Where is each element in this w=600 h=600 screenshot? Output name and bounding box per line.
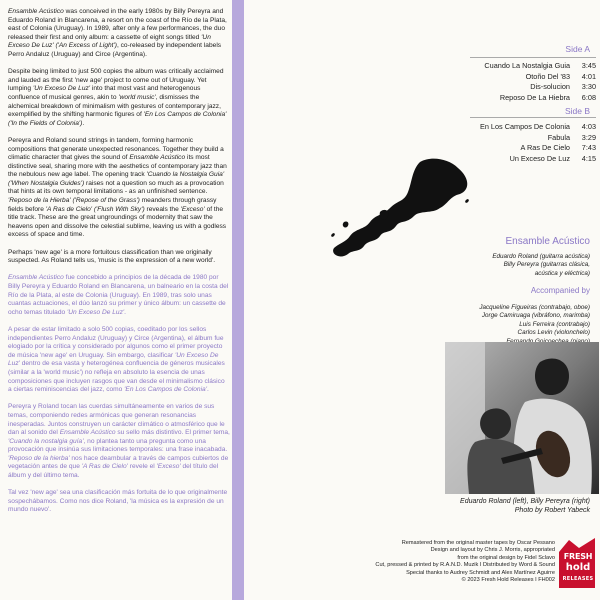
side-a-tracklist bbox=[468, 61, 596, 103]
en-text-run: . bbox=[82, 119, 85, 127]
es-text-run: 'Reposo de la hierba' bbox=[8, 454, 70, 462]
en-text-run: raises not a question so much as a provocation that hints at its own temporal limitations - as an unfinished sentence. bbox=[8, 179, 224, 196]
credit-line: Design and layout by Chris J. Morris, appropriated bbox=[430, 547, 555, 554]
track-duration: 4:03 bbox=[581, 122, 596, 131]
en-text-run: Ensamble Acústico bbox=[129, 154, 186, 162]
es-text-run: su sello más distintivo. El primer tema, bbox=[115, 429, 230, 437]
track-duration: 7:43 bbox=[581, 143, 596, 153]
side-b-rule bbox=[470, 117, 596, 118]
photo-caption-credit: Photo by Robert Yabeck bbox=[514, 507, 590, 514]
en-text-run: Pereyra and Roland sound strings in tandem, forming harmonic compositions that generate unexpected resonances. Together they build a climatic character that gives the sound of bbox=[8, 136, 224, 162]
purple-divider-band bbox=[232, 0, 244, 600]
track-title: Cuando La Nostalgia Guia bbox=[484, 61, 570, 70]
track-title: Un Exceso De Luz bbox=[509, 153, 570, 163]
credit-line: from the original design by Fidel Sclavo bbox=[457, 554, 555, 561]
en-text-run: was conceived in the early 1980s by Billy Pereyra and Eduardo Roland in Blancarena, a resort on the coast of the Río de la Plata, east of Colonia (Uruguay). In 1989, after only a few performances, the duo released their first and only album: a cassette of eight songs titled bbox=[8, 8, 227, 41]
track-title: Otoño Del '83 bbox=[525, 71, 570, 81]
es-text-run: Ensamble Acústico bbox=[59, 429, 116, 437]
track-duration: 3:45 bbox=[581, 61, 596, 70]
production-credits bbox=[355, 540, 555, 584]
en-text-run: Ensamble Acústico bbox=[8, 8, 64, 15]
es-text-run: Ensamble Acústico bbox=[8, 274, 64, 282]
band-photo bbox=[445, 342, 599, 494]
logo-line-1: FRESH bbox=[563, 552, 593, 561]
ensemble-title: Ensamble Acústico bbox=[505, 236, 590, 247]
en-text-run: meanders through grassy fields before bbox=[8, 197, 217, 213]
track-title: En Los Campos De Colonia bbox=[479, 122, 570, 131]
en-paragraph bbox=[8, 8, 230, 60]
es-paragraph bbox=[8, 489, 230, 515]
es-text-run: Tal vez 'new age' sea una clasificación más fortuita de lo que originalmente sospechábamos. Como nos dice Roland, 'la música es la expresión de un mundo nuevo'. bbox=[8, 489, 228, 514]
accompanist-line: Luis Ferreira (contrabajo) bbox=[519, 320, 590, 328]
en-text-run: 'A Ras de Cielo' ('Flush With Sky') bbox=[45, 205, 145, 213]
photo-caption-names: Eduardo Roland (left), Billy Pereyra (right) bbox=[460, 498, 590, 505]
track-duration: 6:08 bbox=[581, 92, 596, 102]
es-paragraph bbox=[8, 403, 230, 480]
liner-notes bbox=[8, 8, 230, 524]
en-text-run: 'Reposo de la Hierba' ('Repose of the Grass') bbox=[8, 197, 140, 205]
track-row bbox=[468, 133, 596, 144]
coastline-map-illustration bbox=[320, 150, 480, 270]
es-text-run: fue concebido a principios de la década de 1980 por Billy Pereyra y Eduardo Roland en Blancarena, un balneario en la costa del Río de la Plata, al este de Colonia (Uruguay). En 1989, tras solo unas cuantas actuaciones, el dúo lanzó su primer y único álbum: un cassette de ocho temas titulado bbox=[8, 274, 229, 316]
track-duration: 3:30 bbox=[581, 82, 596, 92]
en-text-run: , dismisses the alchemical breakdown of minimalism with gestures of contemporary jazz, exemplified by the shifting harmonic figures of bbox=[8, 93, 221, 119]
track-title: Dis-solucion bbox=[530, 82, 570, 92]
member-line: acústica y eléctrica) bbox=[534, 269, 590, 277]
es-text-run: A pesar de estar limitado a solo 500 copias, coeditado por los sellos independientes Perro Andaluz (Uruguay) y Circe (Argentina), el álbum fue elogiado por la crítica y considerado por algunos como el primer proyecto de música 'new age' en Uruguay. Sin embargo, clasificar bbox=[8, 325, 224, 359]
en-paragraph bbox=[8, 137, 230, 240]
es-text-run: 'Un Exceso De Luz' bbox=[67, 308, 125, 316]
track-row bbox=[468, 154, 596, 165]
track-row bbox=[468, 122, 596, 133]
es-paragraph bbox=[8, 274, 230, 317]
en-text-run: 'En Los Campos de Colonia' ('In the Fields of Colonia') bbox=[8, 111, 227, 127]
es-paragraph bbox=[8, 326, 230, 395]
track-row bbox=[468, 61, 596, 72]
en-text-run: Perhaps 'new age' is a more fortuitous classification than we originally suspected. As Roland tells us, 'music is the expression of a new world'. bbox=[8, 248, 216, 265]
en-text-run: 'world music' bbox=[118, 93, 156, 101]
credit-line: © 2023 Fresh Hold Releases I FH002 bbox=[461, 577, 555, 584]
liner-notes-spanish bbox=[8, 274, 230, 515]
es-text-run: 'Un Exceso De Luz' bbox=[8, 351, 219, 368]
ensemble-members bbox=[492, 253, 590, 278]
es-text-run: dentro de esa vasta y heterogénea confluencia de géneros musicales (similar a la 'world music') no refleja en absoluto la esencia de unas composiciones que incluyen rasgos que van desde el minimalismo clásico a ciertas reminiscencias del jazz, como bbox=[8, 360, 225, 394]
es-text-run: Pereyra y Roland tocan las cuerdas simultáneamente en varios de sus temas, componiendo redes armónicas que generan resonancias inesperadas. Juntos construyen un carácter climático o atmosférico que le dan al sonido del bbox=[8, 403, 225, 437]
track-title: A Ras De Cielo bbox=[520, 143, 570, 153]
accompanied-title: Accompanied by bbox=[530, 286, 590, 295]
track-row bbox=[468, 93, 596, 104]
es-text-run: del título del álbum y del último tema. bbox=[8, 463, 219, 480]
credit-line: Remastered from the original master tapes by Oscar Pessano bbox=[401, 540, 555, 546]
es-text-run: . bbox=[124, 308, 126, 316]
logo-line-3: RELEASES bbox=[562, 576, 594, 582]
en-paragraph bbox=[8, 249, 230, 266]
track-duration: 4:15 bbox=[581, 153, 596, 163]
en-text-run: Despite being limited to just 500 copies the album was critically acclaimed and lauded as the first 'new age' project to come out of Uruguay. Yet lumping bbox=[8, 68, 224, 93]
en-text-run: 'Un Exceso De Luz' ('An Excess of Light') bbox=[8, 33, 211, 50]
credit-line: Special thanks to Audrey Schmidt and Alex Martínez Aguirre bbox=[406, 569, 555, 576]
track-title: Fabula bbox=[547, 132, 570, 142]
en-text-run: reveals the bbox=[144, 205, 181, 213]
es-text-run: 'Exceso' bbox=[156, 463, 181, 471]
side-a-heading: Side A bbox=[565, 44, 590, 54]
liner-notes-english bbox=[8, 8, 230, 266]
es-text-run: nos hace deambular a través de campos cubiertos de vegetación antes de que bbox=[8, 454, 229, 471]
en-paragraph bbox=[8, 68, 230, 128]
track-row bbox=[468, 72, 596, 83]
en-text-run: of the title track. These are the great ungroundings of modernity that saw the heavens open and dissolve the celestial sublime, leaving us with a godless excess of space and time. bbox=[8, 205, 227, 239]
es-text-run: 'A Ras de Cielo' bbox=[81, 463, 128, 471]
en-text-run: 'Exceso' bbox=[180, 205, 205, 213]
track-row bbox=[468, 143, 596, 154]
es-text-run: , no plantea tanto una pregunta como una provocación que insinúa sus limitaciones temporales: una frase inacabada. bbox=[8, 437, 228, 454]
en-text-run: 'Cuando la Nostalgia Guia' ('When Nostalgia Guides') bbox=[8, 171, 225, 187]
accompanist-line: Jorge Camiruaga (vibráfono, marimba) bbox=[481, 312, 590, 320]
member-line: Eduardo Roland (guitarra acústica) bbox=[492, 253, 590, 260]
accompanist-line: Jacqueline Figueiras (contrabajo, oboe) bbox=[479, 304, 590, 311]
photo-illustration bbox=[445, 342, 599, 494]
logo-line-2: hold bbox=[565, 562, 591, 573]
side-a-rule bbox=[470, 57, 596, 58]
member-line: Billy Pereyra (guitarras clásica, bbox=[503, 261, 590, 269]
credit-line: Cut, pressed & printed by R.A.N.D. Muzik I Distributed by Word & Sound bbox=[375, 562, 555, 569]
en-text-run: , co-released by independent labels Perro Andaluz (Uruguay) and Circe (Argentina). bbox=[8, 42, 222, 58]
track-title: Reposo De La Hiebra bbox=[499, 92, 570, 102]
photo-caption bbox=[460, 497, 590, 515]
track-duration: 3:29 bbox=[581, 132, 596, 142]
accompanist-line: Carlos Levin (violonchelo) bbox=[517, 329, 590, 337]
side-b-heading: Side B bbox=[564, 106, 590, 116]
en-text-run: its most distinctive seal, sharing more with the aesthetics of contemporary jazz than the nebulous new age label. The opening track bbox=[8, 154, 227, 179]
en-text-run: 'Un Exceso De Luz' bbox=[32, 85, 91, 93]
track-duration: 4:01 bbox=[581, 71, 596, 81]
en-text-run: into that most vast and heterogenous confluence of musical genres, akin to bbox=[8, 85, 201, 101]
track-row bbox=[468, 82, 596, 93]
es-text-run: 'Cuando la nostalgia guía' bbox=[8, 437, 84, 445]
side-b-tracklist bbox=[468, 122, 596, 164]
es-text-run: . bbox=[206, 386, 209, 394]
es-text-run: 'En Los Campos de Colonia' bbox=[124, 386, 207, 394]
es-text-run: revele el bbox=[127, 463, 157, 471]
accompanied-list bbox=[479, 304, 590, 346]
